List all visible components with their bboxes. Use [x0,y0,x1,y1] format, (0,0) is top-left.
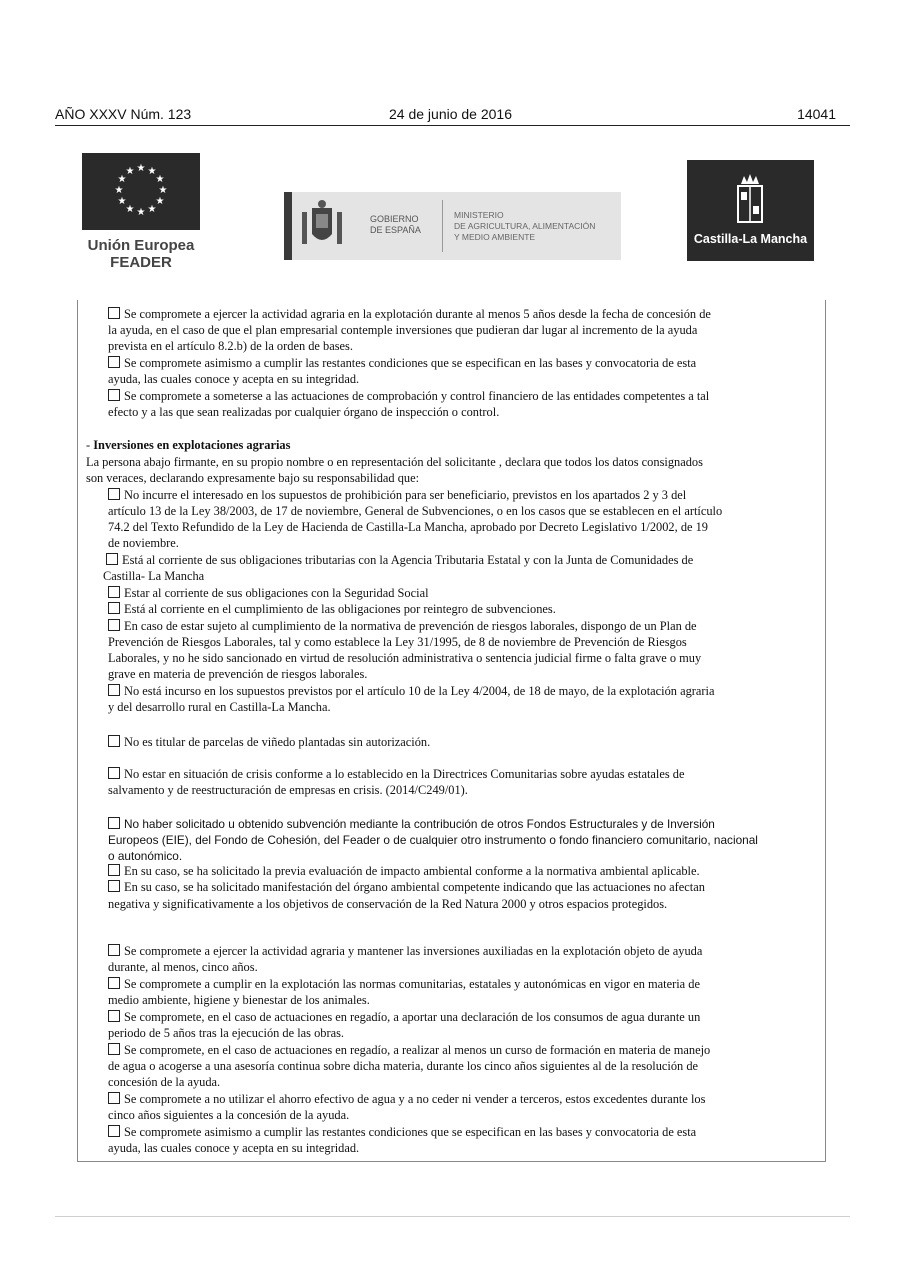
line-text: Se compromete asimismo a cumplir las restantes condiciones que se especifican en las bases y convocatoria de esta [124,1125,697,1139]
line-text: Se compromete a ejercer la actividad agraria en la explotación durante al menos 5 años desde la fecha de concesión de [124,307,711,321]
line-text: periodo de 5 años tras la ejecución de las obras. [108,1026,345,1040]
line-text: No estar en situación de crisis conforme a lo establecido en la Directrices Comunitarias sobre ayudas estatales de [124,767,685,781]
checkbox[interactable] [108,944,120,956]
declaration-line [108,1107,349,1123]
declaration-line [106,552,693,568]
declaration-line [108,766,684,782]
checkbox[interactable] [108,735,120,747]
issue-number: AÑO XXXV Núm. 123 [55,106,192,122]
castilla-la-mancha-logo [687,160,814,261]
declaration-line [108,487,686,503]
line-text: Se compromete, en el caso de actuaciones en regadío, a aportar una declaración de los consumos de agua durante un [124,1010,701,1024]
line-text: grave en materia de prevención de riesgos laborales. [108,667,368,681]
line-text: salvamento y de reestructuración de empresas en crisis. (2014/C249/01). [108,783,468,797]
line-text: En su caso, se ha solicitado manifestación del órgano ambiental competente indicando que las actuaciones no afectan [124,880,705,894]
gobierno-line1: GOBIERNO [370,214,419,224]
declaration-line [108,618,697,634]
line-text: la ayuda, en el caso de que el plan empresarial contemple inversiones que pudieran dar lugar al incremento de la ayuda [108,323,698,337]
line-text: Estar al corriente de sus obligaciones con la Seguridad Social [124,586,429,600]
declaration-line [108,992,370,1008]
declaration-line [108,734,430,750]
line-text: Castilla- La Mancha [103,569,205,583]
checkbox[interactable] [108,767,120,779]
declaration-line [108,683,714,699]
declaration-line [108,322,697,338]
line-text: Se compromete a cumplir en la explotación las normas comunitarias, estatales y autonómicas en vigor en materia de [124,977,700,991]
declaration-line [108,535,179,551]
line-text: cinco años siguientes a la concesión de la ayuda. [108,1108,350,1122]
line-text: o autonómico. [108,849,183,863]
gob-strip [284,192,292,260]
declaration-line [108,1058,698,1074]
declaration-line [108,650,701,666]
line-text: negativa y significativamente a los objetivos de conservación de la Red Natura 2000 y otros espacios protegidos. [108,897,668,911]
line-text: medio ambiente, higiene y bienestar de los animales. [108,993,370,1007]
eu-flag-icon [82,153,200,230]
line-text: No incurre el interesado en los supuestos de prohibición para ser beneficiario, previstos en los apartados 2 y 3 del [124,488,687,502]
line-text: son veraces, declarando expresamente bajo su responsabilidad que: [86,471,420,485]
svg-text:★: ★ [147,204,157,215]
gobierno-line2: DE ESPAÑA [370,225,421,235]
declaration-line [108,1009,700,1025]
declaration-line [108,1042,710,1058]
line-text: Se compromete, en el caso de actuaciones en regadío, a realizar al menos un curso de formación en materia de manejo [124,1043,711,1057]
ministerio-line3: Y MEDIO AMBIENTE [454,232,536,242]
declaration-line [108,782,468,798]
line-text: No está incurso en los supuestos previstos por el artículo 10 de la Ley 4/2004, de 18 de mayo, de la explotación agraria [124,684,715,698]
declaration-box [77,300,826,1162]
declaration-line [108,879,705,895]
page-header [55,104,850,126]
checkbox[interactable] [108,389,120,401]
declaration-line [108,943,702,959]
checkbox[interactable] [108,602,120,614]
line-text: La persona abajo firmante, en su propio nombre o en representación del solicitante , declara que todos los datos consignados [86,455,703,469]
svg-text:★: ★ [158,185,168,196]
declaration-line [108,371,359,387]
checkbox[interactable] [108,307,120,319]
declaration-line [108,1074,220,1090]
checkbox[interactable] [108,356,120,368]
declaration-line [108,848,182,864]
feader-label: FEADER [110,254,172,271]
clm-label: Castilla-La Mancha [693,232,808,246]
line-text: y del desarrollo rural en Castilla-La Mancha. [108,700,331,714]
line-text: de agua o acogerse a una asesoría continua sobre dicha materia, durante los cinco años siguientes al de la resolución de [108,1059,699,1073]
checkbox[interactable] [108,684,120,696]
declaration-line [108,959,258,975]
line-text: Prevención de Riesgos Laborales, tal y como establece la Ley 31/1995, de 8 de noviembre de Prevención de Riesgos [108,635,687,649]
checkbox[interactable] [108,864,120,876]
declaration-line [108,1025,344,1041]
declaration-line [108,519,708,535]
gobierno-logo [284,192,621,260]
declaration-line [86,454,703,470]
svg-text:★: ★ [136,163,146,174]
svg-text:★: ★ [155,174,165,185]
eu-logo [82,153,200,271]
line-text: de noviembre. [108,536,179,550]
line-text: Está al corriente en el cumplimiento de las obligaciones por reintegro de subvenciones. [124,602,556,616]
logo-divider [442,200,443,252]
line-text: En caso de estar sujeto al cumplimiento de la normativa de prevención de riesgos laborales, dispongo de un Plan de [124,619,697,633]
line-text: Laborales, y no he sido sancionado en virtud de resolución administrativa o sentencia judicial firme o falta grave o muy [108,651,702,665]
declaration-line [108,1140,359,1156]
checkbox[interactable] [108,1125,120,1137]
footer-divider [55,1216,850,1217]
checkbox[interactable] [108,619,120,631]
svg-text:★: ★ [117,196,127,207]
declaration-line [108,699,331,715]
line-text: ayuda, las cuales conoce y acepta en su integridad. [108,372,360,386]
line-text: No haber solicitado u obtenido subvención mediante la contribución de otros Fondos Estructurales y de Inversión [124,817,715,831]
line-text: efecto y a las que sean realizadas por cualquier órgano de inspección o control. [108,405,500,419]
svg-text:★: ★ [136,207,146,218]
checkbox[interactable] [108,1092,120,1104]
line-text: ayuda, las cuales conoce y acepta en su integridad. [108,1141,360,1155]
svg-text:★: ★ [155,196,165,207]
eu-label: Unión Europea [87,237,195,254]
line-text: Se compromete a ejercer la actividad agraria y mantener las inversiones auxiliadas en la explotación objeto de ayuda [124,944,703,958]
declaration-line [108,634,687,650]
line-text: En su caso, se ha solicitado la previa evaluación de impacto ambiental conforme a la normativa ambiental aplicable. [124,864,700,878]
checkbox[interactable] [108,586,120,598]
declaration-line [108,832,758,848]
checkbox[interactable] [108,880,120,892]
svg-text:★: ★ [125,204,135,215]
svg-text:★: ★ [117,174,127,185]
line-text: concesión de la ayuda. [108,1075,221,1089]
section-dash: - [86,438,94,452]
checkbox[interactable] [108,977,120,989]
line-text: Europeos (EIE), del Fondo de Cohesión, del Feader o de cualquier otro instrumento o fondo financiero comunitario, nacional [108,833,758,847]
line-text: Se compromete asimismo a cumplir las restantes condiciones que se especifican en las bases y convocatoria de esta [124,356,697,370]
checkbox[interactable] [108,1043,120,1055]
line-text: Se compromete a someterse a las actuaciones de comprobación y control financiero de las entidades competentes a tal [124,389,710,403]
checkbox[interactable] [106,553,118,565]
declaration-line [108,306,711,322]
declaration-line [108,503,722,519]
section-heading: Inversiones en explotaciones agrarias [93,438,291,452]
line-text: 74.2 del Texto Refundido de la Ley de Hacienda de Castilla-La Mancha, aprobado por Decreto Legislativo 1/2002, de 19 [108,520,709,534]
declaration-line [108,404,499,420]
page-number: 14041 [797,106,836,122]
declaration-line [108,863,700,879]
declaration-line [108,585,429,601]
declaration-line [108,355,696,371]
svg-text:★: ★ [147,166,157,177]
line-text: artículo 13 de la Ley 38/2003, de 17 de noviembre, General de Subvenciones, o en los casos que se establecen en el artículo [108,504,723,518]
checkbox[interactable] [108,1010,120,1022]
declaration-line [108,896,667,912]
declaration-line [108,338,353,354]
svg-text:★: ★ [125,166,135,177]
line-text: durante, al menos, cinco años. [108,960,258,974]
declaration-line [108,666,367,682]
declaration-line [108,1091,705,1107]
declaration-line [108,976,700,992]
ministerio-line1: MINISTERIO [454,210,504,220]
svg-text:★: ★ [114,185,124,196]
declaration-line [108,1124,696,1140]
declaration-line [86,470,419,486]
declaration-line [108,388,709,404]
ministerio-line2: DE AGRICULTURA, ALIMENTACIÓN [454,221,596,231]
checkbox[interactable] [108,817,120,829]
line-text: Está al corriente de sus obligaciones tributarias con la Agencia Tributaria Estatal y con la Junta de Comunidades de [122,553,694,567]
publication-date: 24 de junio de 2016 [389,106,512,122]
line-text: No es titular de parcelas de viñedo plantadas sin autorización. [124,735,431,749]
declaration-line [108,816,715,832]
line-text: Se compromete a no utilizar el ahorro efectivo de agua y a no ceder ni vender a terceros, estos excedentes durante los [124,1092,706,1106]
line-text: prevista en el artículo 8.2.b) de la orden de bases. [108,339,353,353]
declaration-line [108,601,556,617]
declaration-line [86,437,290,453]
checkbox[interactable] [108,488,120,500]
coat-of-arms-icon [298,198,346,254]
castle-crown-icon [735,172,765,224]
declaration-line [103,568,204,584]
